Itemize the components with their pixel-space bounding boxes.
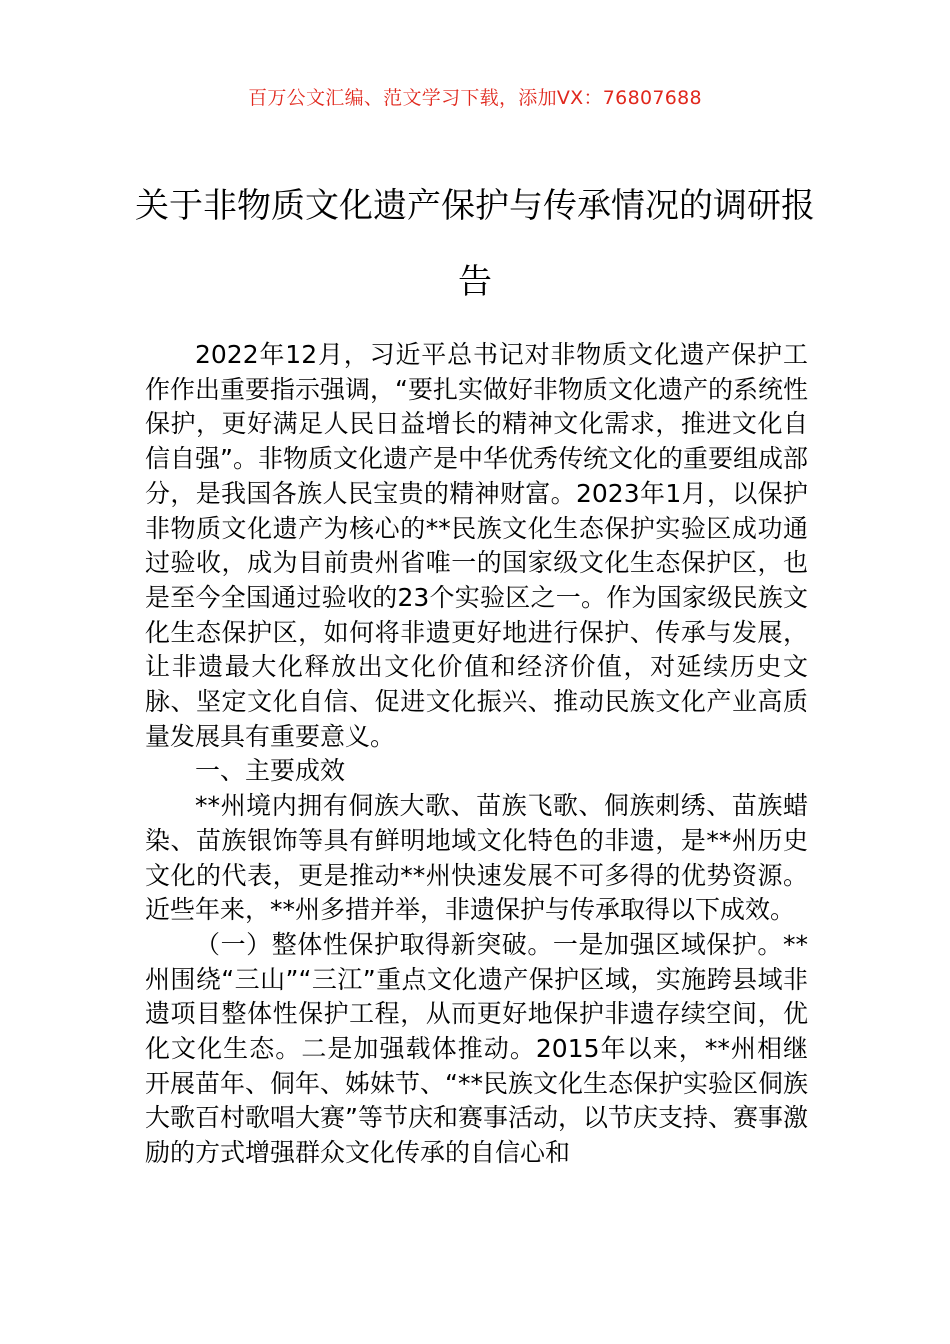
document-title: 关于非物质文化遗产保护与传承情况的调研报告 <box>135 186 815 302</box>
header-note: 百万公文汇编、范文学习下载，添加VX：76807688 <box>248 87 702 109</box>
document-body <box>145 338 808 1171</box>
section-heading-main-achievements: 一、主要成效 <box>195 756 346 786</box>
paragraph-intro: 2022年12月，习近平总书记对非物质文化遗产保护工作作出重要指示强调，“要扎实做好非物质文化遗产的系统性保护，更好满足人民日益增长的精神文化需求，推进文化自信自强”。非物质文化遗产是中华优秀传统文化的重要组成部分，是我国各族人民宝贵的精神财富。2023年1月，以保护非物质文化遗产为核心的**民族文化生态保护实验区成功通过验收，成为目前贵州省唯一的国家级文化生态保护区，也是至今全国通过验收的23个实验区之一。作为国家级民族文化生态保护区，如何将非遗更好地进行保护、传承与发展，让非遗最大化释放出文化价值和经济价值，对延续历史文脉、坚定文化自信、促进文化振兴、推动民族文化产业高质量发展具有重要意义。 <box>145 340 808 751</box>
paragraph-achievements-overview: **州境内拥有侗族大歌、苗族飞歌、侗族刺绣、苗族蜡染、苗族银饰等具有鲜明地域文化特色的非遗，是**州历史文化的代表，更是推动**州快速发展不可多得的优势资源。近些年来，**州多措并举，非遗保护与传承取得以下成效。 <box>145 791 808 925</box>
paragraph-holistic-protection: （一）整体性保护取得新突破。一是加强区域保护。**州围绕“三山”“三江”重点文化遗产保护区域，实施跨县域非遗项目整体性保护工程，从而更好地保护非遗存续空间，优化文化生态。二是加强载体推动。2015年以来，**州相继开展苗年、侗年、姊妹节、“**民族文化生态保护实验区侗族大歌百村歌唱大赛”等节庆和赛事活动，以节庆支持、赛事激励的方式增强群众文化传承的自信心和 <box>145 929 808 1168</box>
